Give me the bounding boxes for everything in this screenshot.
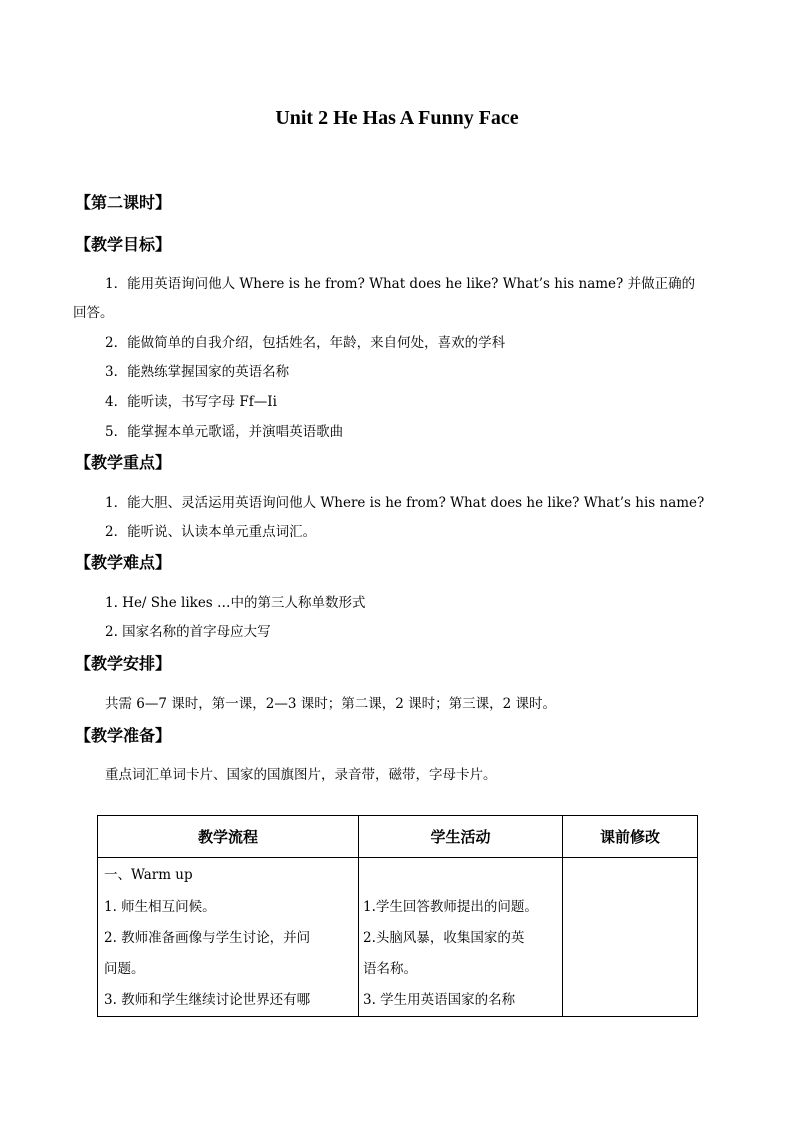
difficulties-heading: 【教学难点】 (75, 553, 172, 572)
key-point-item: 1．能大胆、灵活运用英语询问他人 Where is he from? What does he like? What’s his name? (105, 495, 705, 511)
process-line: 问题。 (104, 961, 145, 977)
activity-line: 3. 学生用英语国家的名称 (363, 992, 516, 1008)
key-points-heading: 【教学重点】 (75, 453, 172, 472)
activity-line (359, 858, 562, 892)
key-point-item: 2．能听说、认读本单元重点词汇。 (105, 524, 317, 540)
process-line: 1. 师生相互问候。 (104, 899, 216, 915)
document-title: Unit 2 He Has A Funny Face (275, 107, 519, 129)
table-row (98, 858, 698, 1017)
objective-item: 回答。 (73, 305, 114, 321)
objectives-heading: 【教学目标】 (75, 235, 172, 254)
schedule-text: 共需 6—7 课时，第一课，2—3 课时；第二课，2 课时；第三课，2 课时。 (105, 696, 556, 712)
preparation-text: 重点词汇单词卡片、国家的国旗图片，录音带，磁带，字母卡片。 (105, 767, 497, 783)
objective-item: 1．能用英语询问他人 Where is he from? What does he like? What’s his name? 并做正确的 (105, 276, 696, 292)
student-activity-cell (359, 858, 563, 1017)
activity-line: 1.学生回答教师提出的问题。 (363, 899, 538, 915)
process-line: 2. 教师准备画像与学生讨论，并问 (104, 930, 311, 946)
activity-line: 语名称。 (363, 961, 417, 977)
lesson-table (97, 815, 698, 1017)
header-teaching-process: 教学流程 (98, 816, 359, 858)
preparation-heading: 【教学准备】 (75, 726, 172, 745)
teaching-process-cell (98, 858, 359, 1017)
header-student-activity: 学生活动 (359, 816, 563, 858)
process-line: 3. 教师和学生继续讨论世界还有哪 (104, 992, 311, 1008)
table-header-row (98, 816, 698, 858)
period-heading: 【第二课时】 (75, 193, 172, 212)
objective-item: 2．能做简单的自我介绍，包括姓名，年龄，来自何处，喜欢的学科 (105, 335, 506, 351)
objective-item: 5．能掌握本单元歌谣，并演唱英语歌曲 (105, 424, 344, 440)
objective-item: 4．能听读，书写字母 Ff—Ii (105, 394, 277, 410)
pre-class-revision-cell (563, 858, 698, 1017)
header-pre-class-revision: 课前修改 (563, 816, 698, 858)
process-line: 一、Warm up (104, 867, 193, 883)
difficulty-item: 2. 国家名称的首字母应大写 (105, 624, 271, 640)
schedule-heading: 【教学安排】 (75, 654, 172, 673)
activity-line: 2.头脑风暴，收集国家的英 (363, 930, 525, 946)
difficulty-item: 1. He/ She likes …中的第三人称单数形式 (105, 595, 366, 611)
objective-item: 3．能熟练掌握国家的英语名称 (105, 364, 290, 380)
